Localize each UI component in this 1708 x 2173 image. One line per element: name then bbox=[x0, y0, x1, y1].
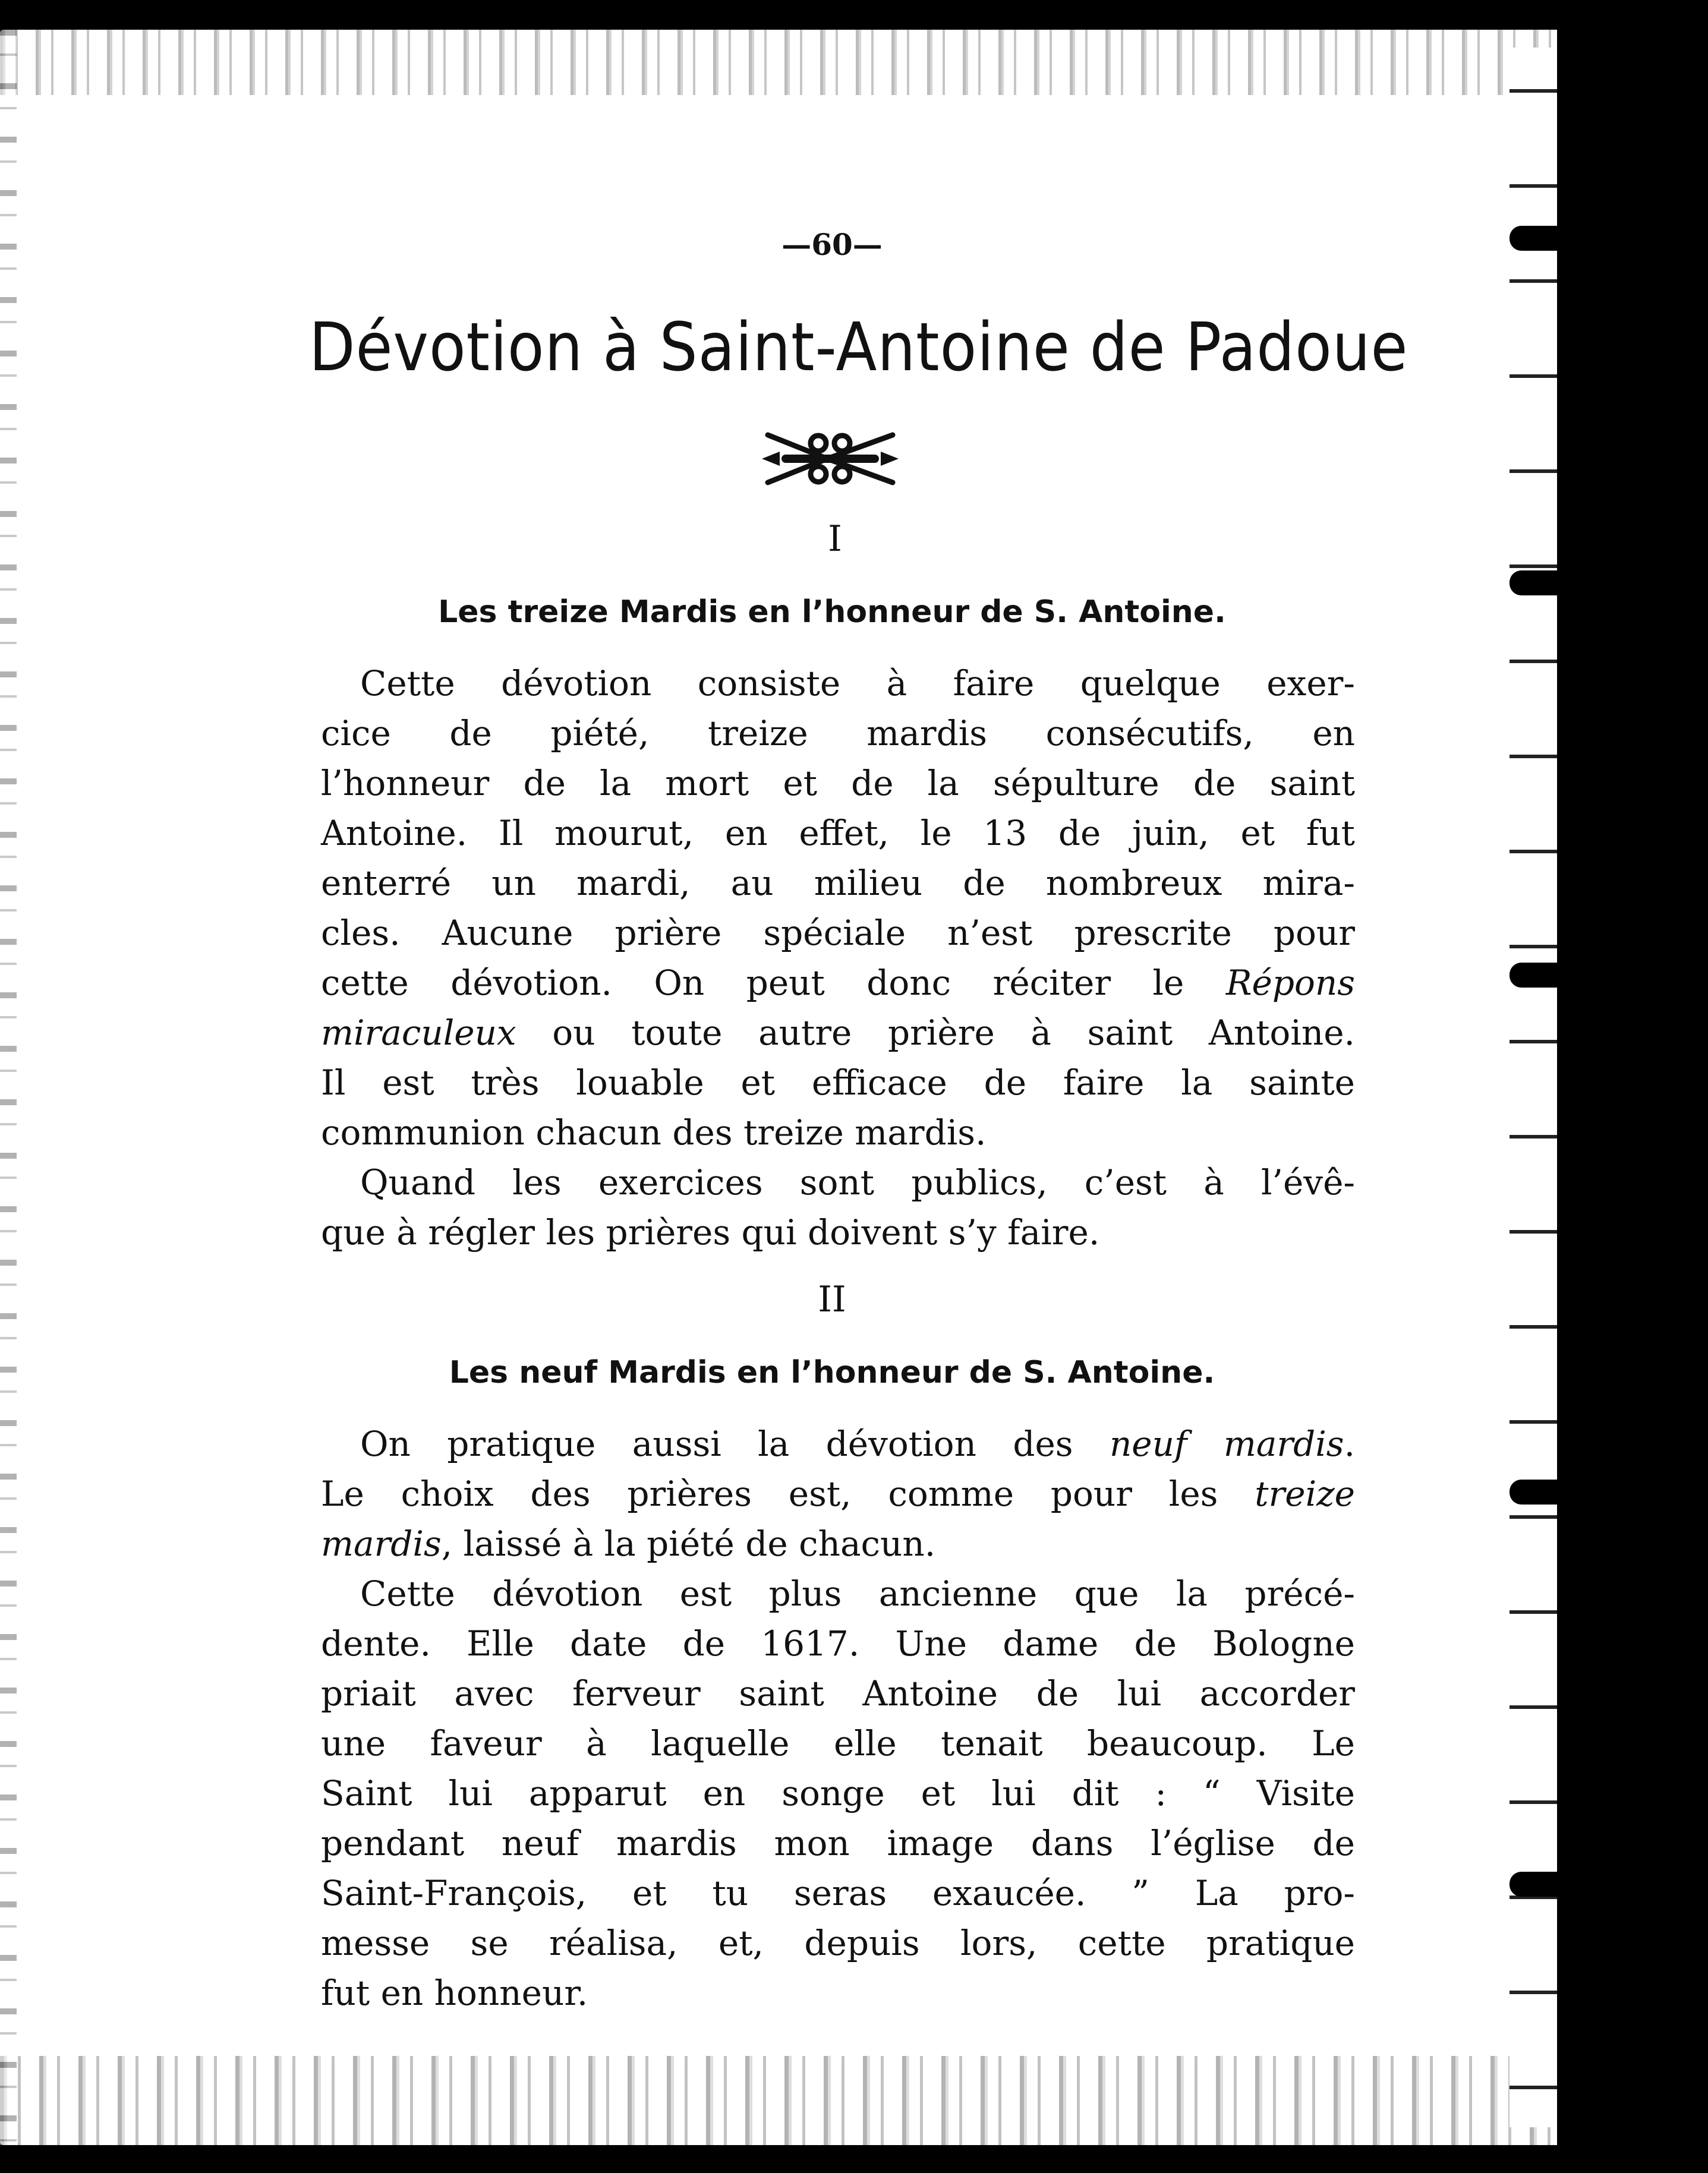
text-line: Saint lui apparut en songe et lui dit : “ Visite bbox=[321, 1773, 1355, 1814]
paragraph-4 bbox=[321, 1569, 1355, 2018]
binding-stitch bbox=[1510, 226, 1646, 251]
text-line: communion chacun des treize mardis. bbox=[321, 1112, 987, 1153]
binding-spine bbox=[1557, 0, 1614, 2173]
italic-text: mardis bbox=[321, 1524, 442, 1564]
text-line: que à régler les prières qui doivent s’y faire. bbox=[321, 1212, 1100, 1253]
text-line: Cette dévotion consiste à faire quelque exer- bbox=[360, 663, 1355, 704]
italic-text: neuf mardis bbox=[1109, 1424, 1344, 1464]
binding-outer bbox=[1614, 0, 1708, 2173]
text-segment: On pratique aussi la dévotion des bbox=[360, 1424, 1073, 1464]
text-line: l’honneur de la mort et de la sépulture de saint bbox=[321, 763, 1355, 803]
text-line: cice de piété, treize mardis consécutifs, en bbox=[321, 713, 1355, 753]
italic-text: treize bbox=[1255, 1474, 1356, 1514]
text-line bbox=[321, 1469, 1355, 1519]
text-line: Quand les exercices sont publics, c’est à l’évê- bbox=[360, 1162, 1355, 1203]
binding-gutter bbox=[1510, 48, 1557, 2127]
paragraph-3 bbox=[321, 1419, 1355, 1569]
text-line: enterré un mardi, au milieu de nombreux mira- bbox=[321, 863, 1355, 903]
text-segment: , laissé à la piété de chacun. bbox=[441, 1524, 936, 1564]
paragraph-1 bbox=[321, 658, 1355, 1158]
section-heading-1: Les treize Mardis en l’honneur de S. Antoine. bbox=[438, 594, 1226, 630]
text-line: Antoine. Il mourut, en effet, le 13 de juin, et fut bbox=[321, 813, 1355, 853]
text-line: dente. Elle date de 1617. Une dame de Bologne bbox=[321, 1623, 1355, 1664]
text-segment: . bbox=[1344, 1424, 1356, 1464]
text-line: une faveur à laquelle elle tenait beaucoup. Le bbox=[321, 1723, 1355, 1764]
text-line: messe se réalisa, et, depuis lors, cette pratique bbox=[321, 1923, 1355, 1963]
text-line: cles. Aucune prière spéciale n’est prescrite pour bbox=[321, 913, 1355, 953]
italic-text: Répons bbox=[1225, 963, 1355, 1003]
page-edge-left bbox=[0, 30, 17, 2145]
text-segment: cette dévotion. On peut donc réciter le bbox=[321, 963, 1184, 1003]
book-page bbox=[0, 30, 1616, 2145]
book-binding bbox=[1510, 0, 1708, 2173]
section-numeral-2: II bbox=[818, 1279, 846, 1320]
paragraph-2 bbox=[321, 1158, 1355, 1257]
text-line bbox=[321, 958, 1355, 1008]
text-segment: ou toute autre prière à saint Antoine. bbox=[552, 1013, 1355, 1053]
text-line: priait avec ferveur saint Antoine de lui accorder bbox=[321, 1673, 1355, 1714]
italic-text: miraculeux bbox=[321, 1013, 516, 1053]
text-segment: Le choix des prières est, comme pour les bbox=[321, 1474, 1218, 1514]
page-number: —60— bbox=[781, 227, 883, 262]
binding-stitch bbox=[1510, 1872, 1646, 1897]
text-line: Il est très louable et efficace de faire la sainte bbox=[321, 1062, 1355, 1103]
text-line bbox=[321, 1419, 1355, 1469]
text-line: Cette dévotion est plus ancienne que la précé- bbox=[360, 1573, 1355, 1614]
ornament-icon bbox=[762, 423, 899, 494]
text-line bbox=[321, 1008, 1355, 1058]
binding-stitch bbox=[1510, 1480, 1646, 1505]
text-line bbox=[321, 1519, 1355, 1569]
page-title: Dévotion à Saint-Antoine de Padoue bbox=[309, 309, 1408, 386]
text-line: fut en honneur. bbox=[321, 1973, 588, 2013]
text-line: pendant neuf mardis mon image dans l’église de bbox=[321, 1823, 1355, 1863]
binding-stitch bbox=[1510, 570, 1646, 595]
section-numeral-1: I bbox=[828, 518, 842, 560]
text-line: Saint-François, et tu seras exaucée. ” La pro- bbox=[321, 1873, 1355, 1913]
section-heading-2: Les neuf Mardis en l’honneur de S. Antoine. bbox=[449, 1355, 1215, 1390]
binding-stitch bbox=[1510, 963, 1646, 988]
